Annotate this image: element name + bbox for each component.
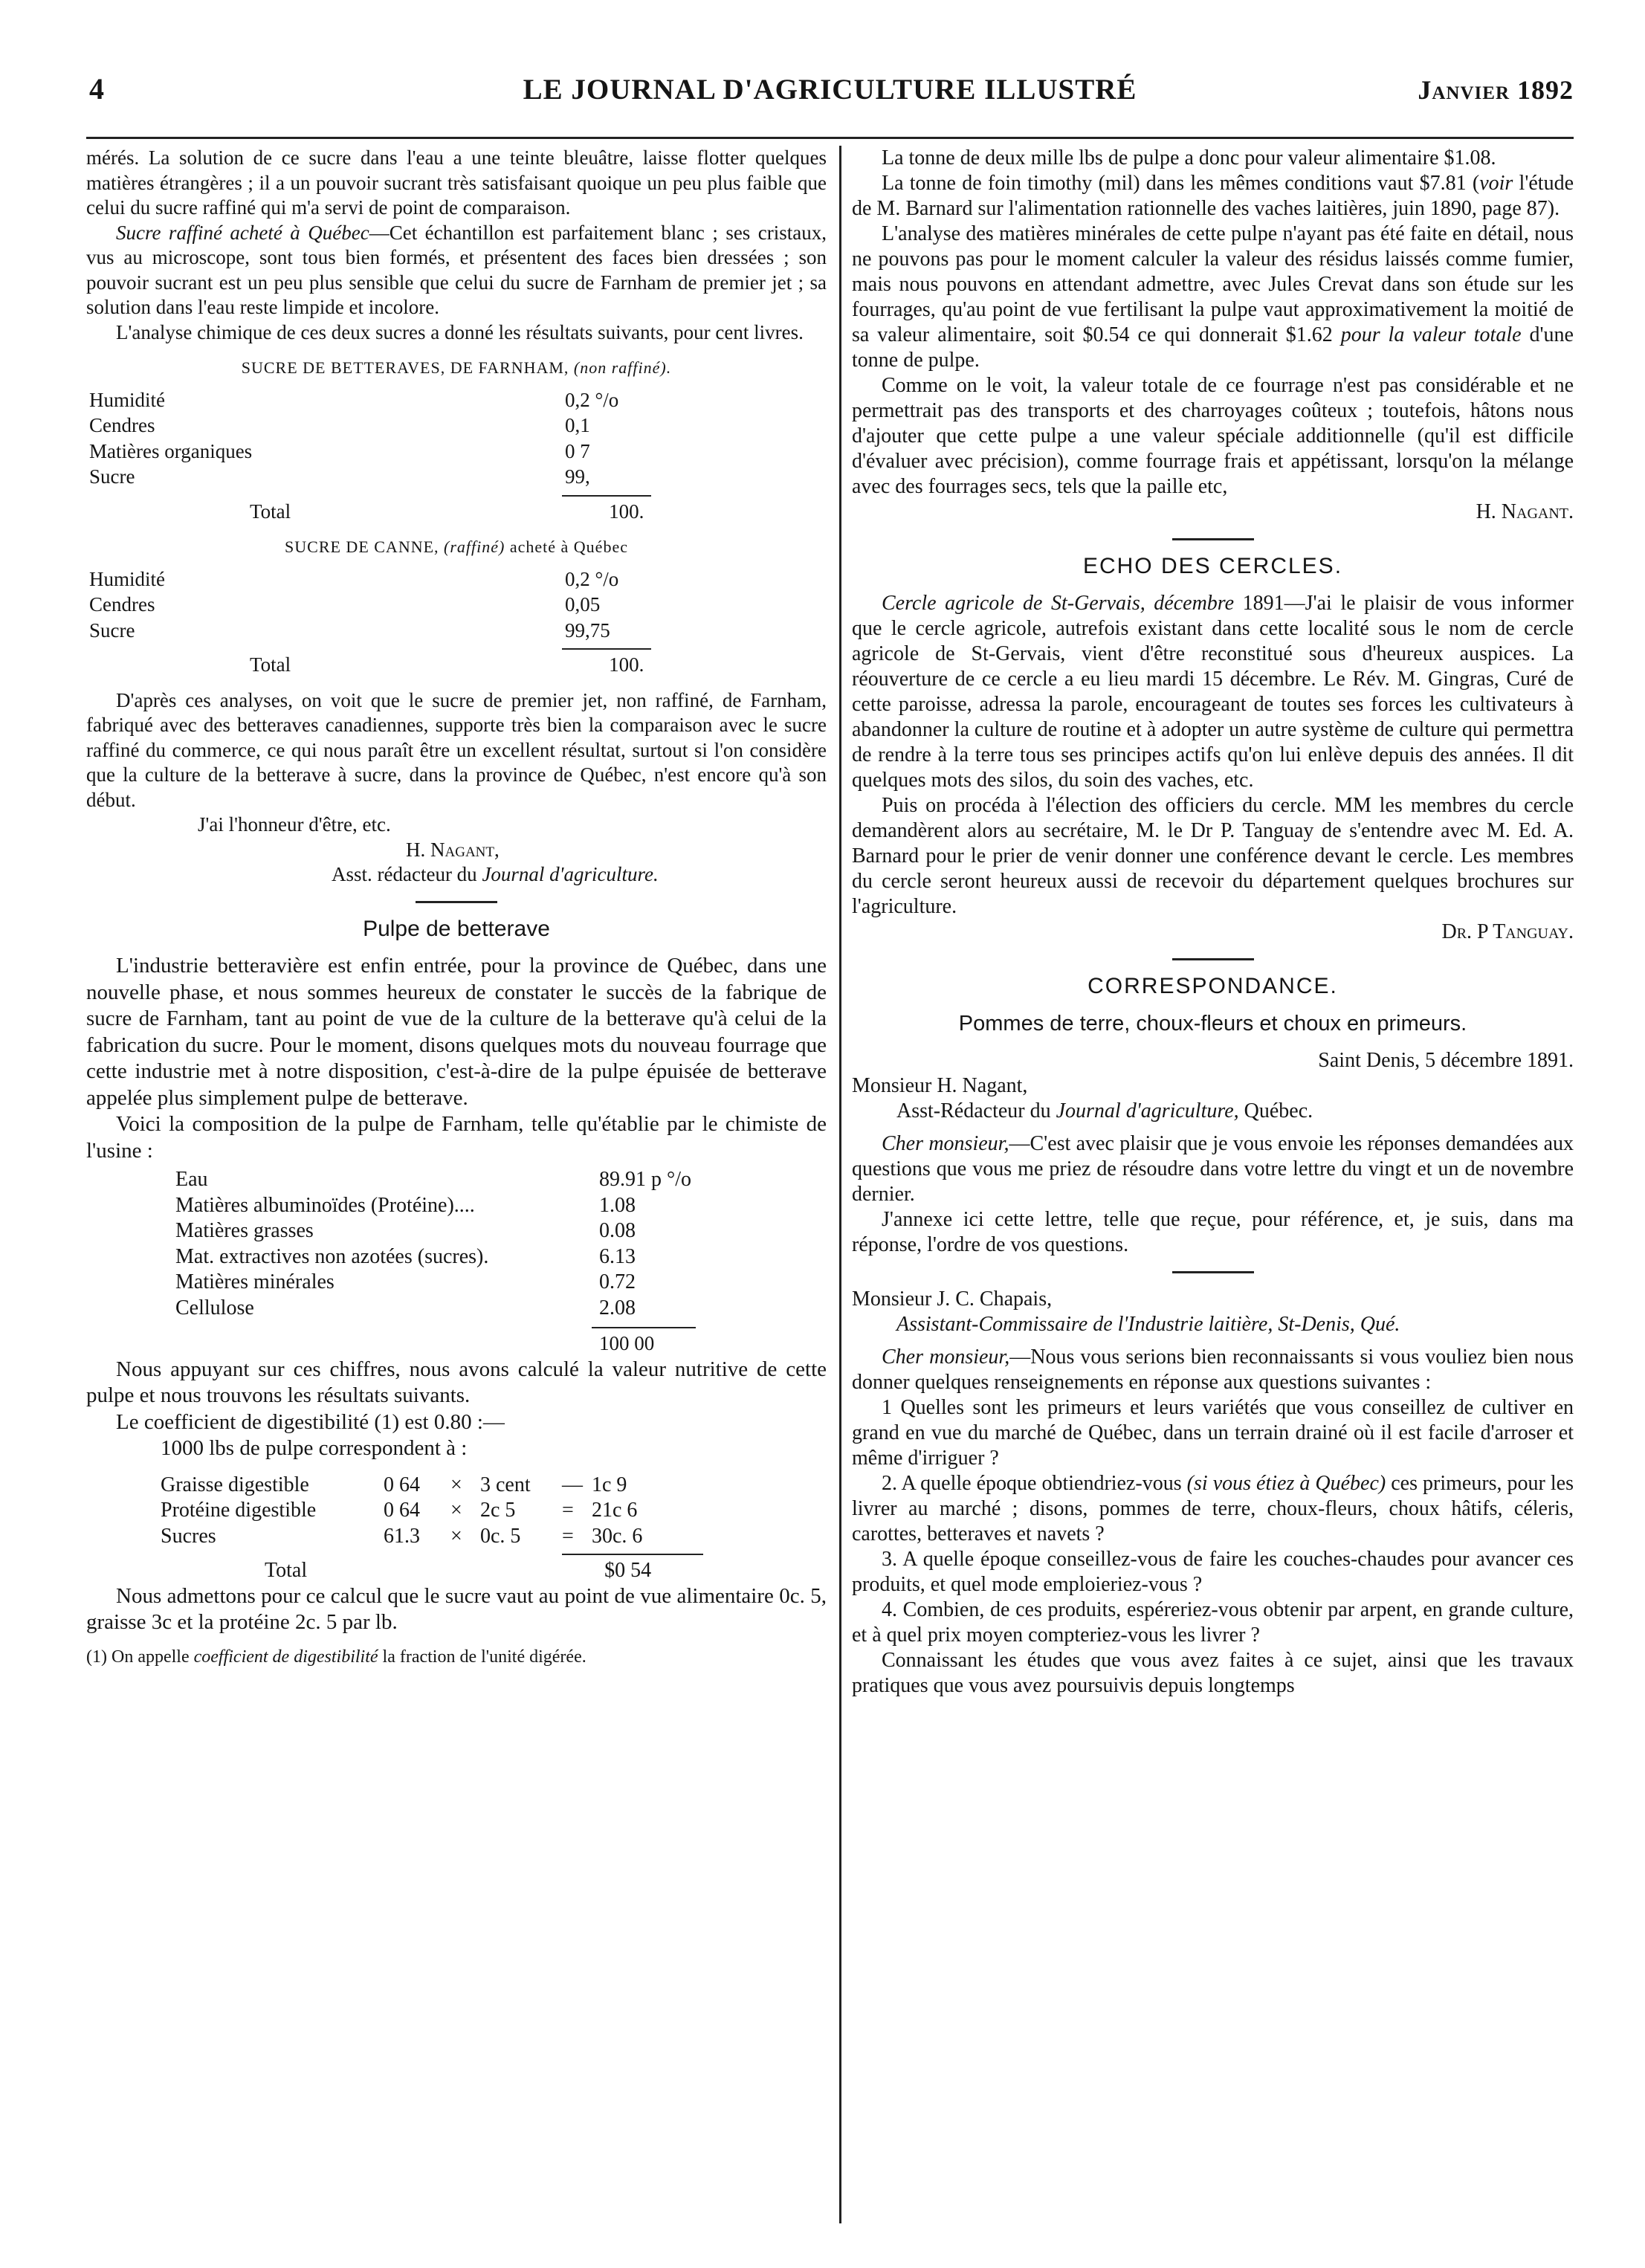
table-row <box>89 439 618 465</box>
table-row <box>89 388 618 414</box>
row-label: Sucre <box>89 465 135 488</box>
issue-date: Janvier 1892 <box>1418 75 1574 105</box>
row-label: Graisse digestible <box>161 1473 309 1496</box>
table-row <box>175 1296 691 1322</box>
total-rule <box>592 1327 696 1328</box>
row-value: 0.08 <box>599 1219 636 1242</box>
row-label: Eau <box>175 1168 208 1191</box>
signature: Dr. P Tanguay. <box>1441 920 1574 943</box>
address-line: Monsieur J. C. Chapais, <box>852 1288 1053 1311</box>
left-column <box>86 146 827 2223</box>
section-title: ECHO DES CERCLES. <box>1082 554 1343 578</box>
page-number: 4 <box>89 72 105 106</box>
paragraph: La tonne de deux mille lbs de pulpe a donc pour valeur alimentaire $1.08. <box>882 146 1496 169</box>
paragraph: L'industrie betteravière est enfin entrée, pour la province de Québec, dans une nouvelle phase, et nous sommes heureux de constater le succès de la fabrique de sucre de Farnham, tant au point de vue de la culture de la betterave qu'à celui de la fabrication du sucre. Pour le moment, disons quelques mots du nouveau fourrage que cette industrie met à notre disposition, c'est-à-dire de la pulpe épuisée de betterave appelée plus simplement pulpe de betterave. <box>86 954 827 1110</box>
row-value: 99,75 <box>565 618 610 642</box>
section-subtitle: Pommes de terre, choux-fleurs et choux en primeurs. <box>958 1012 1467 1036</box>
italic-lead: Sucre raffiné acheté à Québec <box>116 221 369 244</box>
address-line: Monsieur H. Nagant, <box>852 1074 1028 1097</box>
digestibility-total: Total $0 54 <box>265 1559 652 1582</box>
signature-title: Asst. rédacteur du Journal d'agriculture. <box>332 863 659 885</box>
pulp-total: 100 00 <box>599 1332 655 1354</box>
sugar-analysis-table <box>89 388 618 491</box>
total-rule <box>562 648 651 650</box>
row-value: 0 7 <box>565 439 590 462</box>
total-rule <box>562 495 651 497</box>
question: 2. A quelle époque obtiendriez-vous (si vous étiez à Québec) ces primeurs, pour les livrer au marché ; disons, pommes de terre, choux-fleurs, choux hâtifs, céleris, carottes, betteraves et navets ? <box>852 1472 1574 1545</box>
row-label: Matières albuminoïdes (Protéine).... <box>175 1193 475 1217</box>
page-header <box>86 68 1574 128</box>
question: 1 Quelles sont les primeurs et leurs variétés que vous conseillez de cultiver en grand en vue du marché de Québec, dans un terrain drainé où il est facile d'arroser et même d'irriguer ? <box>852 1396 1574 1470</box>
table-row: Protéine digestible 0 64 × 2c 5 = 21c 6 <box>161 1498 642 1524</box>
table-row: Sucres 61.3 × 0c. 5 = 30c. 6 <box>161 1524 642 1550</box>
row-value: 1.08 <box>599 1193 636 1217</box>
row-value: 99, <box>565 465 590 488</box>
row-label: Matières organiques <box>89 439 253 462</box>
digestibility-table <box>161 1473 642 1550</box>
row-label: Sucre <box>89 618 135 642</box>
section-title: CORRESPONDANCE. <box>1087 974 1338 998</box>
table-title: SUCRE DE BETTERAVES, DE FARNHAM, (non raffiné). <box>241 358 672 377</box>
row-label: Matières minérales <box>175 1270 335 1293</box>
pulp-composition-table <box>175 1167 691 1321</box>
row-label: Humidité <box>89 567 165 590</box>
table-row <box>89 618 618 644</box>
table-row <box>89 413 618 439</box>
row-label: Cendres <box>89 414 155 436</box>
table-row <box>89 567 618 593</box>
columns <box>86 146 1574 2223</box>
address-line: Assistant-Commissaire de l'Industrie laitière, St-Denis, Qué. <box>896 1313 1400 1336</box>
paragraph: Puis on procéda à l'élection des officiers du cercle. MM les membres du cercle demandèrent alors au secrétaire, M. le Dr P. Tanguay de s'entendre avec M. Ed. A. Barnard pour le prier de venir donner une conférence devant le cercle. Les membres du cercle seront heureux aussi de recevoir du département quelques brochures sur l'agriculture. <box>852 794 1574 918</box>
row-value: 0,1 <box>565 414 590 436</box>
row-label: Sucres <box>161 1524 216 1548</box>
row-label: Humidité <box>89 388 165 411</box>
total-row: Total 100. <box>250 653 644 676</box>
paragraph: Voici la composition de la pulpe de Farnham, telle qu'établie par le chimiste de l'usine : <box>86 1112 827 1163</box>
paragraph: Cercle agricole de St-Gervais, décembre 1891—J'ai le plaisir de vous informer que le cercle agricole, autrefois existant dans cette localité sous le nom de cercle agricole de St-Gervais, vient d'être reconstitué sous d'heureux auspices. La réouverture de ce cercle a eu lieu mardi 15 décembre. Le Rév. M. Gingras, Curé de cette paroisse, adressa la parole, encourageant de toutes ses forces les cultivateurs à abandonner la culture de routine et à adopter un autre système de culture qui permettra de rendre à la terre tous ses principes actifs qu'on lui enlève depuis des années. Il dit quelques mots des silos, du soin des vaches, etc. <box>852 592 1574 792</box>
paragraph <box>86 221 827 320</box>
row-value: 2.08 <box>599 1296 636 1319</box>
paragraph: Cher monsieur,—C'est avec plaisir que je vous envoie les réponses demandées aux questions que vous me priez de résoudre dans votre lettre du vingt et un de novembre dernier. <box>852 1132 1574 1206</box>
question: 3. A quelle époque conseillez-vous de faire les couches-chaudes pour avancer ces produits, et quel mode emploieriez-vous ? <box>852 1548 1574 1596</box>
section-divider <box>1172 538 1254 540</box>
section-title: Pulpe de betterave <box>363 916 550 941</box>
table-row <box>89 465 618 491</box>
total-rule <box>562 1554 703 1555</box>
section-divider <box>416 901 497 903</box>
paragraph: Cher monsieur,—Nous vous serions bien reconnaissants si vous vouliez bien nous donner quelques renseignements en réponse aux questions suivantes : <box>852 1345 1574 1394</box>
paragraph: Nous admettons pour ce calcul que le sucre vaut au point de vue alimentaire 0c. 5, graisse 3c et la protéine 2c. 5 par lb. <box>86 1583 827 1634</box>
table-row <box>175 1193 691 1219</box>
cane-sugar-table <box>89 567 618 644</box>
row-label: Cendres <box>89 593 155 616</box>
row-value: 0.72 <box>599 1270 636 1293</box>
header-rule <box>86 137 1574 139</box>
paragraph: Le coefficient de digestibilité (1) est 0.80 :— <box>116 1409 505 1434</box>
dateline: Saint Denis, 5 décembre 1891. <box>1318 1049 1574 1072</box>
column-divider <box>839 146 841 2223</box>
table-row <box>89 592 618 618</box>
row-value: 0,2 °/o <box>565 388 619 411</box>
row-label: Mat. extractives non azotées (sucres). <box>175 1244 489 1268</box>
table-row <box>175 1218 691 1244</box>
question: 4. Combien, de ces produits, espéreriez-vous obtenir par arpent, en grande culture, et à quel prix moyen compteriez-vous les livrer ? <box>852 1598 1574 1647</box>
table-title: SUCRE DE CANNE, (raffiné) acheté à Québec <box>285 537 628 556</box>
paragraph: L'analyse des matières minérales de cette pulpe n'ayant pas été faite en détail, nous ne pouvons pas pour le moment calculer la valeur des résidus laissés comme fumier, mais nous pouvons en attendant admettre, avec Jules Crevat dans son étude sur les fourrages, qu'au point de vue fertilisant la pulpe vaut approximativement la moitié de sa valeur alimentaire, soit $0.54 ce qui donnerait $1.62 pour la valeur totale d'une tonne de pulpe. <box>852 222 1574 372</box>
right-column <box>852 146 1574 2223</box>
paragraph: Nous appuyant sur ces chiffres, nous avons calculé la valeur nutritive de cette pulpe et nous trouvons les résultats suivants. <box>86 1357 827 1407</box>
row-label: Matières grasses <box>175 1219 314 1242</box>
paragraph: mérés. La solution de ce sucre dans l'eau a une teinte bleuâtre, laisse flotter quelques matières étrangères ; il a un pouvoir sucrant très satisfaisant quoique un peu plus faible que celui du sucre raffiné qui m'a servi de point de comparaison. <box>86 146 827 219</box>
row-value: 89.91 p °/o <box>599 1168 691 1191</box>
row-value: 6.13 <box>599 1244 636 1268</box>
table-row <box>175 1244 691 1270</box>
closing-line: J'ai l'honneur d'être, etc. <box>198 813 391 836</box>
address-line: Asst-Rédacteur du Journal d'agriculture, Québec. <box>896 1099 1313 1122</box>
paragraph-text: —Cet échantillon est parfaitement blanc ; ses cristaux, vus au microscope, sont tous bien formés, et présentent des faces bien dressées ; son pouvoir sucrant est un peu plus sensible que celui du sucre de Farnham de premier jet ; sa solution dans l'eau reste limpide et incolore. <box>86 221 827 318</box>
row-label: Cellulose <box>175 1296 254 1319</box>
footnote: (1) On appelle coefficient de digestibilité la fraction de l'unité digérée. <box>86 1647 586 1667</box>
signature-name: H. Nagant, <box>406 838 500 861</box>
row-value: 0,2 °/o <box>565 567 619 590</box>
paragraph: J'annexe ici cette lettre, telle que reçue, pour référence, et, je suis, dans ma réponse, l'ordre de vos questions. <box>852 1208 1574 1256</box>
row-value: 0,05 <box>565 593 601 616</box>
paragraph: D'après ces analyses, on voit que le sucre de premier jet, non raffiné, de Farnham, fabriqué avec des betteraves canadiennes, supporte très bien la comparaison avec le sucre raffiné du commerce, ce qui nous paraît être un excellent résultat, surtout si l'on considère que la culture de la betterave à sucre, dans la province de Québec, n'est encore qu'à son début. <box>86 688 827 811</box>
row-label: Protéine digestible <box>161 1499 317 1522</box>
signature: H. Nagant. <box>1476 500 1574 523</box>
table-row <box>175 1270 691 1296</box>
table-row: Graisse digestible 0 64 × 3 cent — 1c 9 <box>161 1473 642 1499</box>
total-row: Total 100. <box>250 500 644 523</box>
section-divider <box>1172 958 1254 960</box>
paragraph: Connaissant les études que vous avez faites à ce sujet, ainsi que les travaux pratiques que vous avez poursuivis depuis longtemps <box>852 1649 1574 1697</box>
paragraph: 1000 lbs de pulpe correspondent à : <box>161 1436 468 1460</box>
paragraph: Comme on le voit, la valeur totale de ce fourrage n'est pas considérable et ne permettrait pas des transports et des charroyages coûteux ; toutefois, hâtons nous d'ajouter que cette pulpe a une valeur spéciale additionnelle (qu'il est difficile d'évaluer avec précision), comme fourrage frais et appétissant, lorsqu'on la mélange avec des fourrages secs, tels que la paille etc, <box>852 374 1574 498</box>
table-row <box>175 1167 691 1193</box>
section-divider <box>1172 1271 1254 1273</box>
paragraph: L'analyse chimique de ces deux sucres a donné les résultats suivants, pour cent livres. <box>116 320 804 343</box>
journal-title: LE JOURNAL D'AGRICULTURE ILLUSTRÉ <box>523 74 1137 106</box>
paragraph: La tonne de foin timothy (mil) dans les mêmes conditions vaut $7.81 (voir l'étude de M. Barnard sur l'alimentation rationnelle des vaches laitières, juin 1890, page 87). <box>852 172 1574 220</box>
